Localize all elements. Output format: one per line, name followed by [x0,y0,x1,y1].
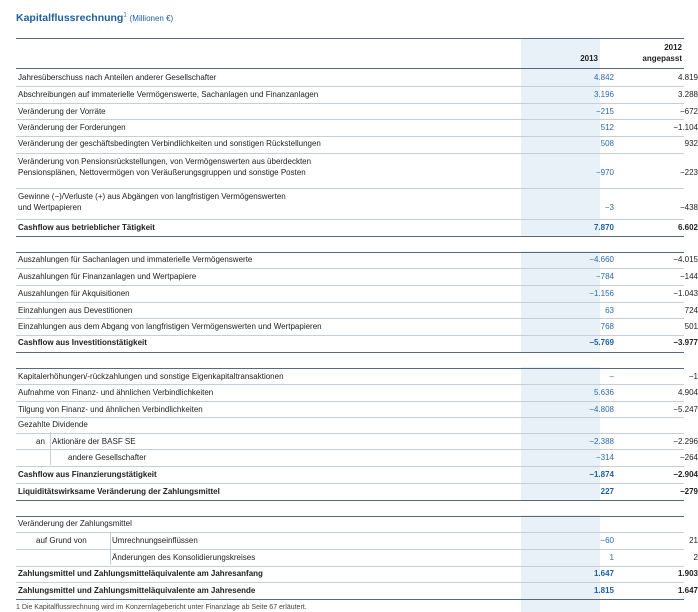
value-2013: −5.769 [589,338,614,347]
value-2012: −5.247 [673,405,698,414]
row-label: Zahlungsmittel und Zahlungsmitteläquivalente am Jahresanfang [18,569,263,578]
row-separator [16,219,684,220]
value-2012: −144 [679,272,698,281]
value-2012: −1.043 [673,289,698,298]
value-2013: 63 [605,306,614,315]
row-separator [16,516,684,517]
row-separator [16,318,684,319]
value-2013: −1.156 [589,289,614,298]
row-label: Einzahlungen aus dem Abgang von langfristigen Vermögenswerten und Wertpapieren [18,322,322,331]
value-2013: −1.874 [589,470,614,479]
value-2013: −784 [595,272,614,281]
row-label: Tilgung von Finanz- und ähnlichen Verbindlichkeiten [18,405,203,414]
row-separator [16,549,684,550]
value-2013: 1.647 [593,569,614,578]
value-2012: −438 [679,203,698,212]
title-text: Kapitalflussrechnung [16,12,124,24]
row-label: Cashflow aus betrieblicher Tätigkeit [18,223,155,232]
row-label: Auszahlungen für Sachanlagen und immaterielle Vermögenswerte [18,255,253,264]
value-2012: 1.647 [677,586,698,595]
row-label-continued: Pensionsplänen, Nettovermögen von Veräußerungsgruppen und sonstige Posten [18,168,306,177]
row-separator [16,335,684,336]
header-2013: 2013 [580,54,598,63]
row-separator [16,449,684,450]
row-separator [16,285,684,286]
value-2013: 5.636 [593,388,614,397]
indent-rule [50,432,51,465]
value-2012: 2 [693,553,698,562]
row-separator [16,153,684,154]
row-separator [16,103,684,104]
row-label: Veränderung der geschäftsbedingten Verbindlichkeiten und sonstigen Rückstellungen [18,139,321,148]
row-label: Auszahlungen für Akquisitionen [18,289,130,298]
row-label: Cashflow aus Finanzierungstätigkeit [18,470,157,479]
row-label: Veränderung von Pensionsrückstellungen, von Vermögenswerten aus überdeckten [18,157,312,166]
value-2012: 6.602 [677,223,698,232]
value-2013: −2.388 [589,437,614,446]
value-2012: 4.819 [677,73,698,82]
value-2012: −672 [679,107,698,116]
row-label: Auszahlungen für Finanzanlagen und Wertpapiere [18,272,197,281]
row-separator [16,252,684,253]
value-2012: −279 [679,487,698,496]
value-2012: 3.288 [677,90,698,99]
value-2013: −3 [604,203,614,212]
value-2013: −4.660 [589,255,614,264]
header-2012-adjusted: angepasst [642,54,682,63]
value-2013: 4.842 [593,73,614,82]
row-label: Jahresüberschuss nach Anteilen anderer Gesellschafter [18,73,217,82]
value-2013: 227 [600,487,614,496]
row-prefix: auf Grund von [36,536,87,545]
value-2012: 932 [684,139,698,148]
row-label: Umrechnungseinflüssen [112,536,198,545]
section-end-rule [16,599,684,600]
value-2013: 7.870 [593,223,614,232]
value-2012: −1 [688,372,698,381]
row-label: Änderungen des Konsolidierungskreises [112,553,256,562]
value-2012: −4.015 [673,255,698,264]
value-2012: 4.904 [677,388,698,397]
indent-rule [110,532,111,565]
row-separator [16,188,684,189]
row-separator [16,433,684,434]
row-prefix: an [36,437,45,446]
row-separator [16,68,684,69]
section-end-rule [16,236,684,237]
value-2012: −2.296 [673,437,698,446]
row-separator [16,466,684,467]
value-2012: 1.903 [677,569,698,578]
value-2013: – [609,372,614,381]
section-gap [16,353,684,367]
value-2013: 512 [600,123,614,132]
row-label: Veränderung der Vorräte [18,107,106,116]
row-label: Veränderung der Forderungen [18,123,126,132]
value-2013: −60 [600,536,614,545]
value-2013: 3.196 [593,90,614,99]
row-label: Kapitalerhöhungen/-rückzahlungen und sonstige Eigenkapitaltransaktionen [18,372,284,381]
value-2012: 21 [689,536,698,545]
unit-label: (Millionen €) [129,14,174,23]
value-2013: −215 [595,107,614,116]
value-2012: 724 [684,306,698,315]
row-separator [16,483,684,484]
value-2013: 508 [600,139,614,148]
row-separator [16,86,684,87]
value-2013: 768 [600,322,614,331]
row-label: Gewinne (−)/Verluste (+) aus Abgängen von langfristigen Vermögenswerten [18,192,286,201]
row-separator [16,268,684,269]
row-label: Gezahlte Dividende [18,420,88,429]
section-gap [16,237,684,251]
value-2012: −1.104 [673,123,698,132]
top-rule [16,38,684,39]
value-2013: −4.808 [589,405,614,414]
value-2012: 501 [684,322,698,331]
row-separator [16,532,684,533]
section-gap [16,501,684,515]
page-title [16,12,173,24]
value-2013: −970 [595,168,614,177]
row-label: Veränderung der Zahlungsmittel [18,519,132,528]
value-2012: −264 [679,453,698,462]
row-label: Abschreibungen auf immaterielle Vermögenswerte, Sachanlagen und Finanzanlagen [18,90,319,99]
row-separator [16,401,684,402]
row-separator [16,368,684,369]
row-label: Liquiditätswirksame Veränderung der Zahlungsmittel [18,487,220,496]
row-separator [16,582,684,583]
value-2012: −2.904 [673,470,698,479]
value-2013: 1 [609,553,614,562]
row-separator [16,302,684,303]
section-end-rule [16,352,684,353]
row-label: Zahlungsmittel und Zahlungsmitteläquivalente am Jahresende [18,586,256,595]
value-2013: −314 [595,453,614,462]
row-label: Aufnahme von Finanz- und ähnlichen Verbindlichkeiten [18,388,214,397]
footnote: 1 Die Kapitalflussrechnung wird im Konzernlagebericht unter Finanzlage ab Seite 67 erläutert. [16,604,307,611]
value-2012: −223 [679,168,698,177]
section-end-rule [16,500,684,501]
row-label-continued: und Wertpapieren [18,203,82,212]
row-separator [16,384,684,385]
row-separator [16,566,684,567]
value-2012: −3.977 [673,338,698,347]
row-label: Einzahlungen aus Devestitionen [18,306,133,315]
row-label: Aktionäre der BASF SE [52,437,136,446]
row-label: andere Gesellschafter [68,453,147,462]
row-separator [16,136,684,137]
row-separator [16,119,684,120]
row-label: Cashflow aus Investitionstätigkeit [18,338,147,347]
title-footnote-marker: 1 [123,12,127,19]
header-2012: 2012 [664,43,682,52]
row-separator [16,417,684,418]
value-2013: 1.815 [593,586,614,595]
